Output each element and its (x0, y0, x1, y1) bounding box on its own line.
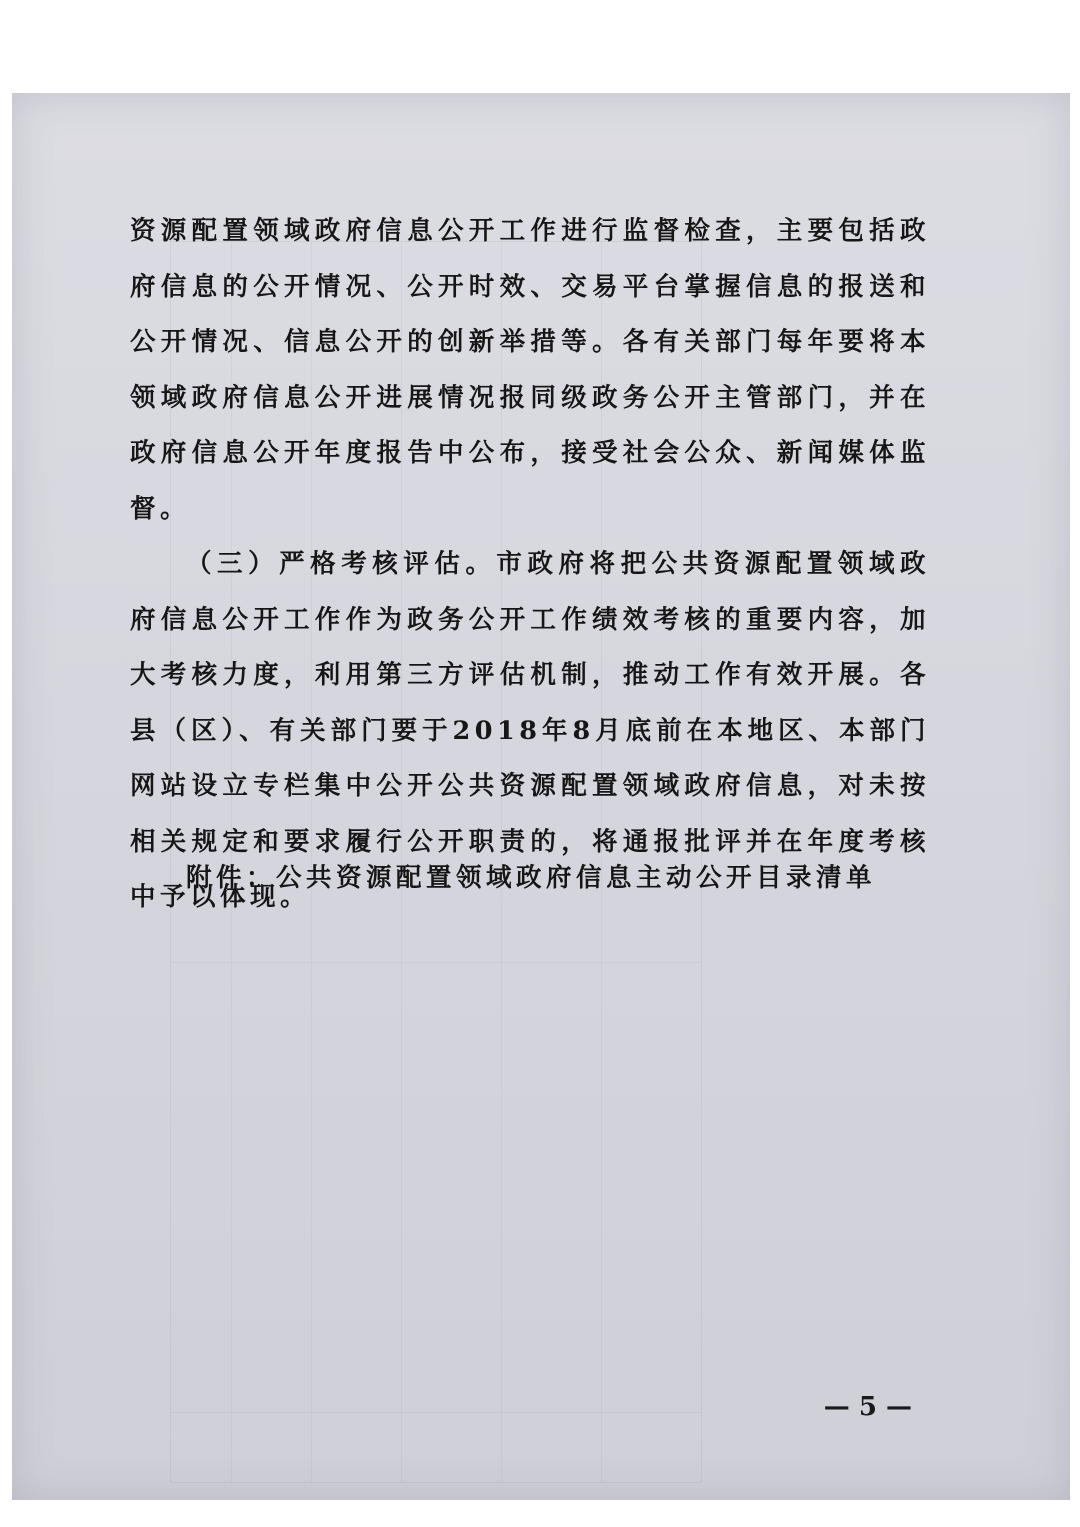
table-divider (171, 962, 701, 963)
page-number: — 5 — (823, 1392, 912, 1422)
document-body (130, 204, 930, 926)
table-divider (171, 1412, 701, 1413)
paragraph-supervision: 资源配置领域政府信息公开工作进行监督检查，主要包括政府信息的公开情况、公开时效、交易平台掌握信息的报送和公开情况、信息公开的创新举措等。各有关部门每年要将本领域政府信息公开进展情况报同级政务公开主管部门，并在政府信息公开年度报告中公布，接受社会公众、新闻媒体监督。 (130, 216, 930, 524)
paragraph-assessment: （三）严格考核评估。市政府将把公共资源配置领域政府信息公开工作作为政务公开工作绩效考核的重要内容，加大考核力度，利用第三方评估机制，推动工作有效开展。各县（区）、有关部门要于2018年8月底前在本地区、本部门网站设立专栏集中公开公共资源配置领域政府信息，对未按相关规定和要求履行公开职责的，将通报批评并在年度考核中予以体现。 (130, 549, 930, 912)
attachment-line: 附件：公共资源配置领域政府信息主动公开目录清单 (186, 863, 877, 893)
